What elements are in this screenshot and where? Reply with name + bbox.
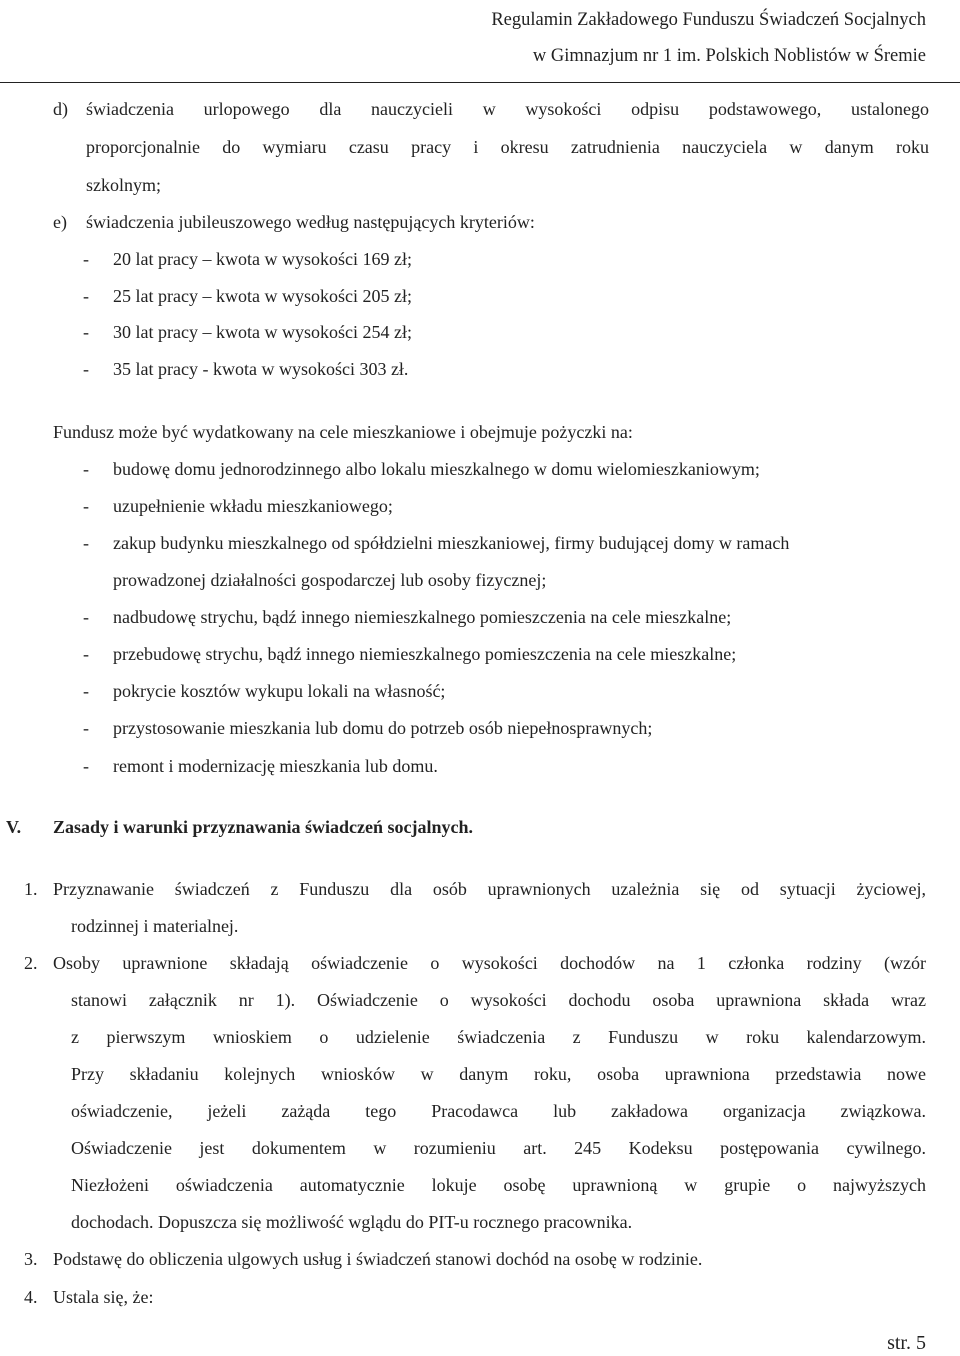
housing-bullet-5: przebudowę strychu, bądź innego niemieszkalnego pomieszczenia na cele mieszkalne; bbox=[113, 644, 737, 664]
item-e-bullet-2: 25 lat pracy – kwota w wysokości 205 zł; bbox=[113, 286, 412, 306]
dash: - bbox=[83, 286, 89, 306]
dash: - bbox=[83, 681, 89, 701]
dash: - bbox=[83, 756, 89, 776]
header-subtitle: w Gimnazjum nr 1 im. Polskich Noblistów w Śremie bbox=[532, 46, 926, 66]
item-d-line-2: proporcjonalnie do wymiaru czasu pracy i okresu zatrudnienia nauczyciela w danym roku bbox=[86, 137, 929, 157]
dash: - bbox=[83, 607, 89, 627]
dash: - bbox=[83, 359, 89, 379]
housing-bullet-3-line-1: zakup budynku mieszkalnego od spółdzielni mieszkaniowej, firmy budującej domy w ramach bbox=[113, 533, 790, 553]
header-rule bbox=[0, 82, 960, 83]
point-1-line-2: rodzinnej i materialnej. bbox=[71, 916, 239, 936]
point-4-text: Ustala się, że: bbox=[53, 1287, 154, 1307]
section-number: V. bbox=[6, 817, 22, 837]
housing-bullet-8: remont i modernizację mieszkania lub domu. bbox=[113, 756, 438, 776]
page-header bbox=[491, 2, 926, 74]
item-e-text: świadczenia jubileuszowego według następujących kryteriów: bbox=[86, 212, 535, 232]
item-d-line-1: świadczenia urlopowego dla nauczycieli w wysokości odpisu podstawowego, ustalonego bbox=[86, 99, 929, 119]
housing-bullet-4: nadbudowę strychu, bądź innego niemieszkalnego pomieszczenia na cele mieszkalne; bbox=[113, 607, 732, 627]
header-title: Regulamin Zakładowego Funduszu Świadczeń Socjalnych bbox=[491, 10, 926, 30]
dash: - bbox=[83, 644, 89, 664]
point-2-line-1: Osoby uprawnione składają oświadczenie o wysokości dochodów na 1 członka rodziny (wzór bbox=[53, 953, 926, 973]
point-1-number: 1. bbox=[24, 879, 38, 899]
housing-bullet-6: pokrycie kosztów wykupu lokali na własność; bbox=[113, 681, 446, 701]
item-d-line-3: szkolnym; bbox=[86, 175, 161, 195]
dash: - bbox=[83, 718, 89, 738]
point-2-line-2: stanowi załącznik nr 1). Oświadczenie o wysokości dochodu osoba uprawniona składa wraz bbox=[71, 990, 926, 1010]
dash: - bbox=[83, 496, 89, 516]
point-3-number: 3. bbox=[24, 1249, 38, 1269]
item-d-marker: d) bbox=[53, 99, 68, 119]
point-1-line-1: Przyznawanie świadczeń z Funduszu dla osób uprawnionych uzależnia się od sytuacji życiowej, bbox=[53, 879, 926, 899]
housing-bullet-1: budowę domu jednorodzinnego albo lokalu mieszkalnego w domu wielomieszkaniowym; bbox=[113, 459, 760, 479]
housing-intro: Fundusz może być wydatkowany na cele mieszkaniowe i obejmuje pożyczki na: bbox=[53, 422, 633, 442]
housing-bullet-3-line-2: prowadzonej działalności gospodarczej lub osoby fizycznej; bbox=[113, 570, 547, 590]
dash: - bbox=[83, 533, 89, 553]
item-e-marker: e) bbox=[53, 212, 67, 232]
point-2-number: 2. bbox=[24, 953, 38, 973]
point-2-line-8: dochodach. Dopuszcza się możliwość wglądu do PIT-u rocznego pracownika. bbox=[71, 1212, 633, 1232]
section-title: Zasady i warunki przyznawania świadczeń socjalnych. bbox=[53, 817, 474, 837]
item-e-bullet-1: 20 lat pracy – kwota w wysokości 169 zł; bbox=[113, 249, 412, 269]
housing-bullet-2: uzupełnienie wkładu mieszkaniowego; bbox=[113, 496, 393, 516]
point-2-line-4: Przy składaniu kolejnych wniosków w danym roku, osoba uprawniona przedstawia nowe bbox=[71, 1064, 926, 1084]
item-e-bullet-4: 35 lat pracy - kwota w wysokości 303 zł. bbox=[113, 359, 409, 379]
housing-bullet-7: przystosowanie mieszkania lub domu do potrzeb osób niepełnosprawnych; bbox=[113, 718, 653, 738]
point-2-line-5: oświadczenie, jeżeli zażąda tego Pracodawca lub zakładowa organizacja związkowa. bbox=[71, 1101, 926, 1121]
dash: - bbox=[83, 459, 89, 479]
page-number: str. 5 bbox=[887, 1332, 926, 1354]
point-4-number: 4. bbox=[24, 1287, 38, 1307]
point-2-line-6: Oświadczenie jest dokumentem w rozumieniu art. 245 Kodeksu postępowania cywilnego. bbox=[71, 1138, 926, 1158]
dash: - bbox=[83, 249, 89, 269]
item-e-bullet-3: 30 lat pracy – kwota w wysokości 254 zł; bbox=[113, 322, 412, 342]
point-2-line-7: Niezłożeni oświadczenia automatycznie lokuje osobę uprawnioną w grupie o najwyższych bbox=[71, 1175, 926, 1195]
dash: - bbox=[83, 322, 89, 342]
point-3-text: Podstawę do obliczenia ulgowych usług i świadczeń stanowi dochód na osobę w rodzinie. bbox=[53, 1249, 703, 1269]
point-2-line-3: z pierwszym wnioskiem o udzielenie świadczenia z Funduszu w roku kalendarzowym. bbox=[71, 1027, 926, 1047]
